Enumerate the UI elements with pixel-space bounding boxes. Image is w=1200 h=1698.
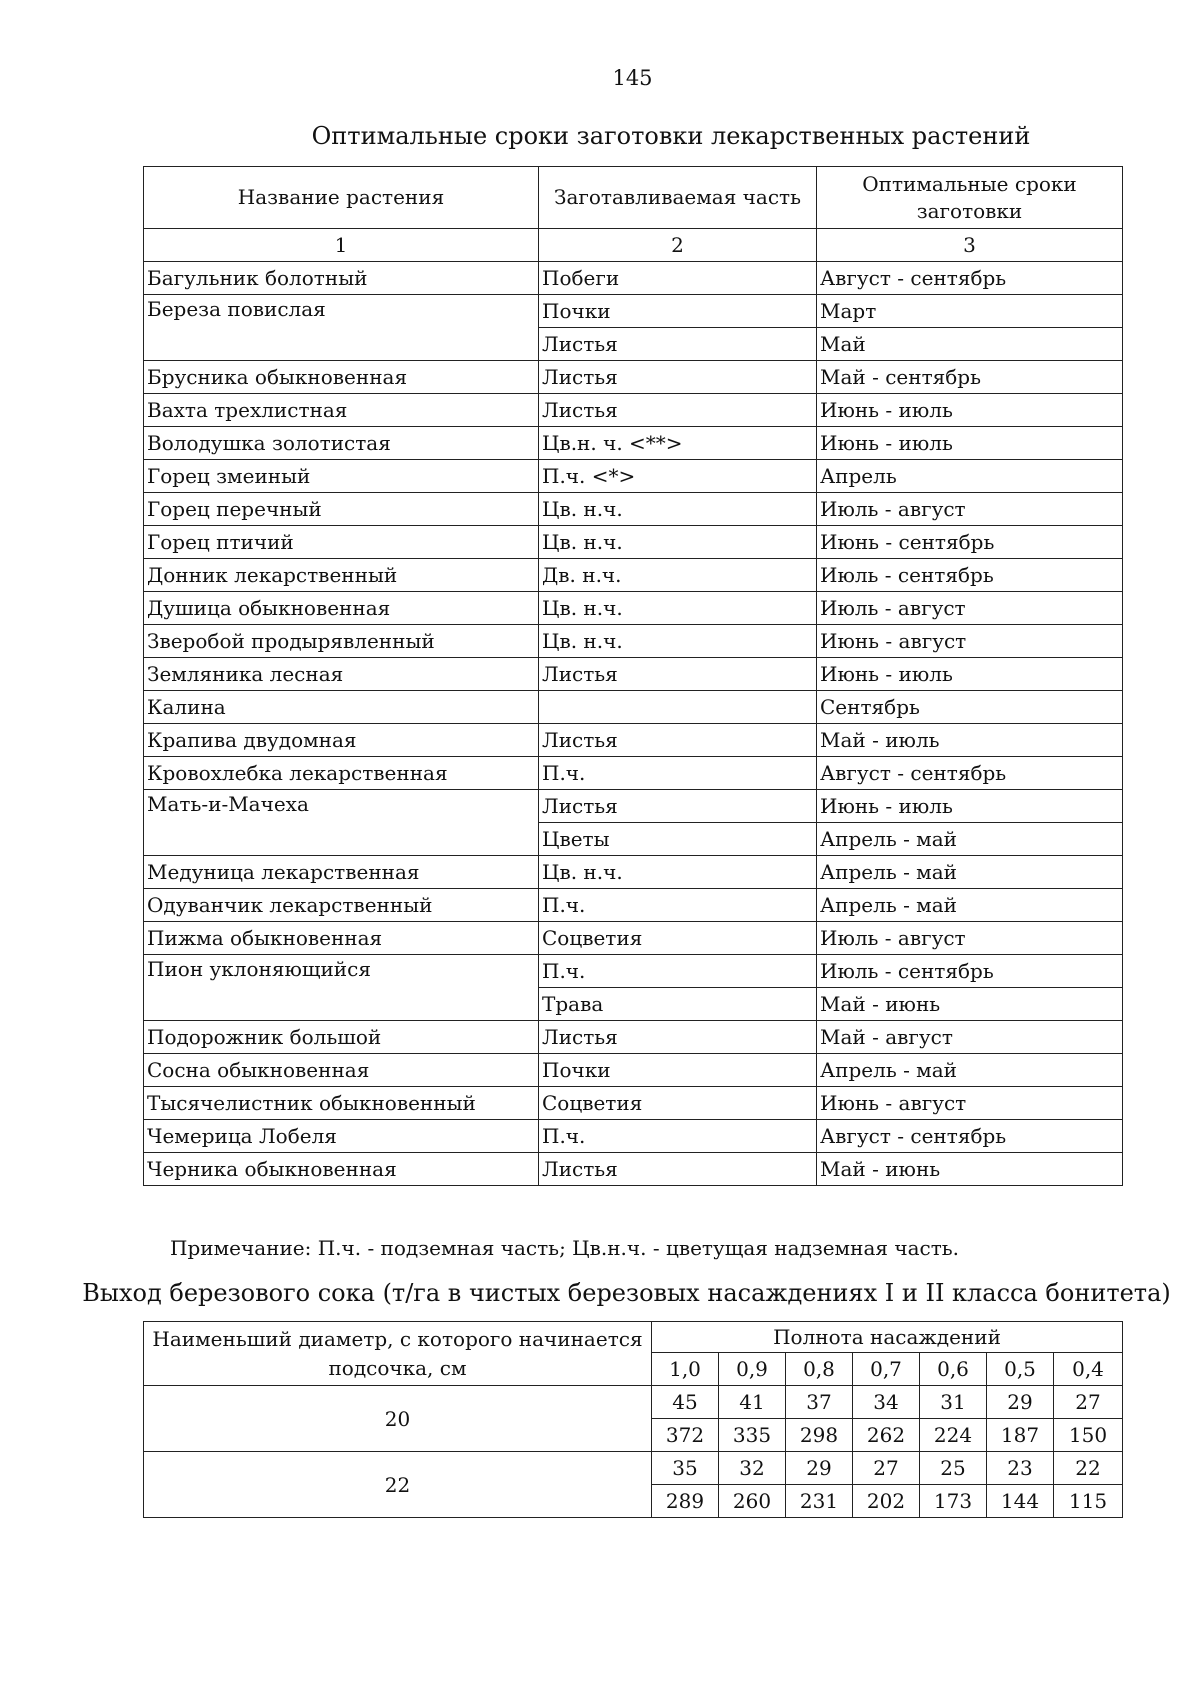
plant-name: Черника обыкновенная — [144, 1153, 539, 1186]
density-value: 0,4 — [1054, 1353, 1123, 1386]
harvested-part: Почки — [539, 295, 817, 328]
harvest-period: Август - сентябрь — [817, 1120, 1123, 1153]
plant-name: Мать-и-Мачеха — [144, 790, 539, 856]
plant-name: Кровохлебка лекарственная — [144, 757, 539, 790]
sap-yield-value: 29 — [786, 1452, 853, 1485]
plant-name: Вахта трехлистная — [144, 394, 539, 427]
header-harvest-period: Оптимальные сроки заготовки — [817, 167, 1123, 229]
sap-yield-value: 173 — [920, 1485, 987, 1518]
sap-yield-value: 335 — [719, 1419, 786, 1452]
harvested-part: Листья — [539, 658, 817, 691]
harvested-part: П.ч. — [539, 1120, 817, 1153]
harvest-period: Июнь - сентябрь — [817, 526, 1123, 559]
sap-yield-value: 27 — [853, 1452, 920, 1485]
harvested-part: Цв. н.ч. — [539, 592, 817, 625]
table-row — [144, 1021, 1123, 1054]
harvest-period: Апрель - май — [817, 856, 1123, 889]
sap-yield-value: 144 — [987, 1485, 1054, 1518]
plant-name: Тысячелистник обыкновенный — [144, 1087, 539, 1120]
plant-name: Багульник болотный — [144, 262, 539, 295]
table-header-row — [144, 167, 1123, 229]
page-number: 145 — [612, 66, 653, 90]
table-row — [144, 856, 1123, 889]
table-row — [144, 922, 1123, 955]
table-row — [144, 493, 1123, 526]
plant-name: Чемерица Лобеля — [144, 1120, 539, 1153]
table-row — [144, 691, 1123, 724]
table2-title: Выход березового сока (т/га в чистых березовых насаждениях I и II класса бонитета) — [82, 1279, 1171, 1307]
table-row — [144, 790, 1123, 823]
table-row — [144, 559, 1123, 592]
harvested-part: Почки — [539, 1054, 817, 1087]
harvest-period: Апрель — [817, 460, 1123, 493]
sap-yield-value: 37 — [786, 1386, 853, 1419]
harvest-period: Июнь - август — [817, 1087, 1123, 1120]
plant-name: Береза повислая — [144, 295, 539, 361]
harvest-periods-table — [143, 166, 1123, 1186]
table-row — [144, 658, 1123, 691]
sap-yield-value: 27 — [1054, 1386, 1123, 1419]
table-note: Примечание: П.ч. - подземная часть; Цв.н.ч. - цветущая надземная часть. — [170, 1236, 960, 1260]
sap-yield-value: 289 — [652, 1485, 719, 1518]
sap-yield-value: 115 — [1054, 1485, 1123, 1518]
sap-yield-value: 45 — [652, 1386, 719, 1419]
plant-name: Крапива двудомная — [144, 724, 539, 757]
harvested-part: Соцветия — [539, 1087, 817, 1120]
sap-yield-value: 41 — [719, 1386, 786, 1419]
table-row — [144, 361, 1123, 394]
harvest-period: Май - август — [817, 1021, 1123, 1054]
table-row — [144, 1386, 1123, 1419]
harvest-period: Июль - сентябрь — [817, 955, 1123, 988]
harvested-part — [539, 691, 817, 724]
table-row — [144, 1087, 1123, 1120]
harvest-period: Июнь - август — [817, 625, 1123, 658]
sap-yield-value: 31 — [920, 1386, 987, 1419]
density-value: 1,0 — [652, 1353, 719, 1386]
harvested-part: Листья — [539, 328, 817, 361]
sap-yield-value: 260 — [719, 1485, 786, 1518]
plant-name: Пижма обыкновенная — [144, 922, 539, 955]
table-row — [144, 757, 1123, 790]
harvest-period: Апрель - май — [817, 1054, 1123, 1087]
harvest-period: Июнь - июль — [817, 427, 1123, 460]
table-row — [144, 526, 1123, 559]
plant-name: Горец перечный — [144, 493, 539, 526]
harvest-period: Июль - август — [817, 592, 1123, 625]
harvested-part: Листья — [539, 790, 817, 823]
column-numbers-row — [144, 229, 1123, 262]
table-row — [144, 889, 1123, 922]
sap-yield-value: 202 — [853, 1485, 920, 1518]
harvested-part: Цв. н.ч. — [539, 625, 817, 658]
header-harvested-part: Заготавливаемая часть — [539, 167, 817, 229]
plant-name: Сосна обыкновенная — [144, 1054, 539, 1087]
plant-name: Одуванчик лекарственный — [144, 889, 539, 922]
plant-name: Пион уклоняющийся — [144, 955, 539, 1021]
harvested-part: Цв. н.ч. — [539, 493, 817, 526]
harvested-part: Листья — [539, 361, 817, 394]
harvest-period: Июль - сентябрь — [817, 559, 1123, 592]
harvest-period: Апрель - май — [817, 889, 1123, 922]
density-value: 0,8 — [786, 1353, 853, 1386]
table-row — [144, 724, 1123, 757]
header-min-diameter: Наименьший диаметр, с которого начинается подсочка, см — [144, 1322, 652, 1386]
harvest-period: Июнь - июль — [817, 394, 1123, 427]
sap-yield-value: 25 — [920, 1452, 987, 1485]
sap-yield-value: 187 — [987, 1419, 1054, 1452]
density-value: 0,5 — [987, 1353, 1054, 1386]
column-number: 2 — [539, 229, 817, 262]
harvest-period: Июнь - июль — [817, 658, 1123, 691]
column-number: 1 — [144, 229, 539, 262]
harvest-period: Май - июнь — [817, 988, 1123, 1021]
table-row — [144, 262, 1123, 295]
plant-name: Медуница лекарственная — [144, 856, 539, 889]
harvested-part: Цв.н. ч. <**> — [539, 427, 817, 460]
column-number: 3 — [817, 229, 1123, 262]
sap-yield-value: 372 — [652, 1419, 719, 1452]
table-row — [144, 625, 1123, 658]
plant-name: Горец змеиный — [144, 460, 539, 493]
table-row — [144, 1153, 1123, 1186]
harvest-period: Июль - август — [817, 922, 1123, 955]
harvest-period: Апрель - май — [817, 823, 1123, 856]
sap-yield-value: 150 — [1054, 1419, 1123, 1452]
harvested-part: П.ч. — [539, 757, 817, 790]
sap-yield-value: 35 — [652, 1452, 719, 1485]
plant-name: Душица обыкновенная — [144, 592, 539, 625]
table2-header-row — [144, 1322, 1123, 1353]
harvested-part: Соцветия — [539, 922, 817, 955]
sap-yield-value: 224 — [920, 1419, 987, 1452]
table-row — [144, 460, 1123, 493]
sap-yield-value: 23 — [987, 1452, 1054, 1485]
density-value: 0,7 — [853, 1353, 920, 1386]
plant-name: Земляника лесная — [144, 658, 539, 691]
sap-yield-value: 29 — [987, 1386, 1054, 1419]
harvest-period: Май - июнь — [817, 1153, 1123, 1186]
density-value: 0,9 — [719, 1353, 786, 1386]
table-row — [144, 1452, 1123, 1485]
harvested-part: П.ч. — [539, 889, 817, 922]
sap-yield-value: 32 — [719, 1452, 786, 1485]
harvest-period: Май — [817, 328, 1123, 361]
harvested-part: Дв. н.ч. — [539, 559, 817, 592]
plant-name: Брусника обыкновенная — [144, 361, 539, 394]
harvested-part: Цв. н.ч. — [539, 856, 817, 889]
harvested-part: Цветы — [539, 823, 817, 856]
harvested-part: П.ч. <*> — [539, 460, 817, 493]
harvested-part: Цв. н.ч. — [539, 526, 817, 559]
harvest-period: Июль - август — [817, 493, 1123, 526]
harvested-part: Листья — [539, 394, 817, 427]
table1-title: Оптимальные сроки заготовки лекарственных растений — [311, 122, 1031, 150]
table-row — [144, 427, 1123, 460]
harvest-period: Март — [817, 295, 1123, 328]
harvested-part: П.ч. — [539, 955, 817, 988]
table-row — [144, 1054, 1123, 1087]
table-row — [144, 955, 1123, 988]
header-stand-density: Полнота насаждений — [652, 1322, 1123, 1353]
harvest-period: Май - июль — [817, 724, 1123, 757]
density-value: 0,6 — [920, 1353, 987, 1386]
min-diameter: 20 — [144, 1386, 652, 1452]
harvested-part: Листья — [539, 1153, 817, 1186]
plant-name: Калина — [144, 691, 539, 724]
table-row — [144, 295, 1123, 328]
sap-yield-value: 231 — [786, 1485, 853, 1518]
harvest-period: Июнь - июль — [817, 790, 1123, 823]
plant-name: Володушка золотистая — [144, 427, 539, 460]
header-plant-name: Название растения — [144, 167, 539, 229]
harvested-part: Листья — [539, 1021, 817, 1054]
sap-yield-value: 262 — [853, 1419, 920, 1452]
sap-yield-value: 22 — [1054, 1452, 1123, 1485]
harvested-part: Побеги — [539, 262, 817, 295]
table-row — [144, 394, 1123, 427]
birch-sap-table — [143, 1321, 1123, 1518]
plant-name: Донник лекарственный — [144, 559, 539, 592]
harvested-part: Листья — [539, 724, 817, 757]
harvested-part: Трава — [539, 988, 817, 1021]
harvest-period: Сентябрь — [817, 691, 1123, 724]
plant-name: Подорожник большой — [144, 1021, 539, 1054]
sap-yield-value: 298 — [786, 1419, 853, 1452]
min-diameter: 22 — [144, 1452, 652, 1518]
table-row — [144, 1120, 1123, 1153]
plant-name: Зверобой продырявленный — [144, 625, 539, 658]
harvest-period: Август - сентябрь — [817, 262, 1123, 295]
harvest-period: Май - сентябрь — [817, 361, 1123, 394]
harvest-period: Август - сентябрь — [817, 757, 1123, 790]
table-row — [144, 592, 1123, 625]
plant-name: Горец птичий — [144, 526, 539, 559]
sap-yield-value: 34 — [853, 1386, 920, 1419]
